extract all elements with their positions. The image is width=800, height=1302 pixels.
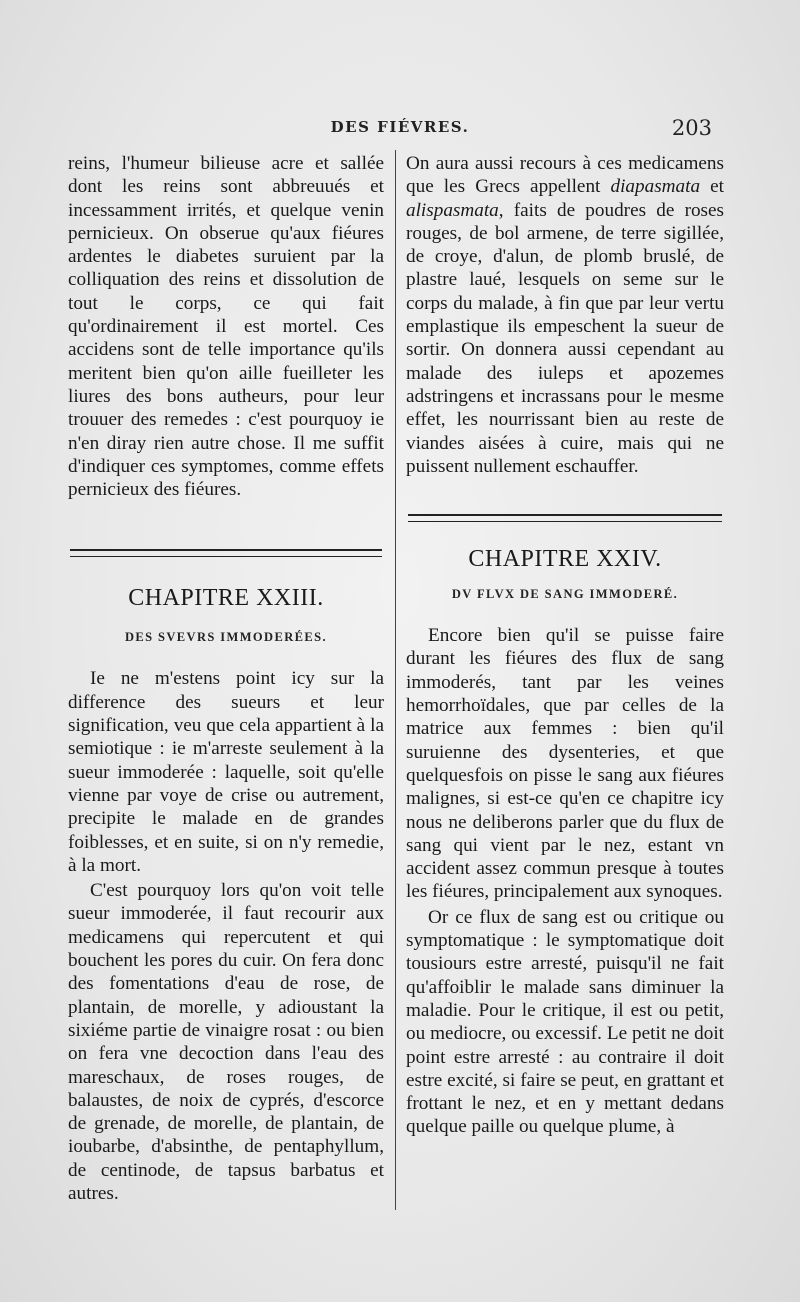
chapter-heading: CHAPITRE XXIV.	[468, 546, 662, 573]
page-number: 203	[671, 116, 712, 140]
chapter-heading: CHAPITRE XXIII.	[128, 585, 324, 612]
paragraph: C'est pourquoy lors qu'on voit telle sueur immoderée, il faut recourir aux medicamens qui repercutent et qui bouchent les pores du cuir. On fera donc des fomentations d'eau de rose, de plantain, de morelle, y adioustant la sixiéme partie de vinaigre rosat : ou bien on fera vne decoction dans l'eau des mareschaux, de roses rouges, de balaustes, de noix de cyprés, d'escorce de grenade, de morelle, de plantain, de ioubarbe, d'absinthe, de pentaphyllum, de centinode, de tapsus barbatus et autres.	[68, 880, 384, 1204]
paragraph: Or ce flux de sang est ou critique ou symptomatique : le symptomatique doit tousiours estre arresté, puisqu'il ne fait qu'affoiblir le malade sans diminuer la maladie. Pour le critique, il est ou petit, ou mediocre, ou excessif. Le petit ne doit point estre arresté : au contraire il doit estre excité, si faire se peut, en grattant et frottant le nez, et en y mettant dedans quelque paille ou quelque plume, à	[406, 906, 724, 1138]
spacer	[406, 602, 724, 624]
chapter-rule	[70, 549, 382, 557]
spacer	[68, 612, 384, 630]
text-run: , faits de poudres de roses rouges, de bol armene, de terre sigillée, de croye, d'alun, de plomb bruslé, de plastre laué, lesquels on seme sur le corps du malade, à fin que par leur vertu emplastique ils empeschent la sueur de sortir. On donnera aussi cependant au malade des iuleps et apozemes adstringens et incrassans pour le mesme effet, les nourrissant bien au reste de viandes aisées à cuire, mais qui ne puissent nullement eschauffer.	[406, 199, 724, 477]
continued-paragraph: reins, l'humeur bilieuse acre et sallée dont les reins sont abbreuués et incessamment irrités, et quelque venin pernicieux. On obserue qu'aux fiéures ardentes le diabetes suruient par la colliquation des reins et dissolution de tout le corps, ce qui fait qu'ordinairement il est mortel. Ces accidens sont de telle importance qu'ils meritent bien qu'on aille fueilleter les liures des bons autheurs, pour leur trouuer des remedes : c'est pourquoy ie n'en diray rien autre chose. Il me suffit d'indiquer ces symptomes, comme effets pernicieux des fiéures.	[68, 153, 384, 501]
spacer	[68, 645, 384, 667]
chapter-subtitle: DV FLVX DE SANG IMMODERÉ.	[451, 587, 679, 602]
chapter-rule	[408, 514, 722, 522]
spacer	[68, 557, 384, 585]
chapter-subtitle: DES SVEVRS IMMODERÉES.	[124, 630, 328, 645]
italic-term: diapasmata	[610, 176, 701, 198]
paragraph: Encore bien qu'il se puisse faire durant les fiéures des flux de sang immoderés, tant par les veines hemorrhoïdales, que par celles de la matrice aux femmes : bien qu'il suruienne des dysenteries, et que quelquesfois on pisse le sang aux fiéures malignes, si est-ce qu'en ce chapitre icy nous ne deliberons parler que du flux de sang qui vient par le nez, estant vn accident assez commun presque à toutes les fiéures, principalement aux synoques.	[406, 625, 724, 903]
left-column	[68, 152, 384, 1205]
spacer	[68, 501, 384, 549]
italic-term: alispasmata	[406, 199, 499, 221]
text-run: et	[700, 176, 724, 198]
spacer	[406, 573, 724, 587]
spacer	[406, 522, 724, 546]
text-run: On aura aussi recours à ces medicamens que les Grecs appellent	[406, 153, 724, 198]
running-title: DES FIÉVRES.	[330, 118, 470, 136]
spacer	[406, 478, 724, 514]
right-column	[406, 152, 724, 1139]
paragraph: Ie ne m'estens point icy sur la difference des sueurs et leur signification, veu que cela appartient à la semiotique : ie m'arreste seulement à la sueur immoderée : laquelle, soit qu'elle vienne par voye de crise ou autrement, precipite le malade en de grandes foiblesses, et en suite, si on n'y remedie, à la mort.	[68, 668, 384, 876]
continued-paragraph	[406, 152, 724, 478]
column-divider	[395, 150, 396, 1210]
